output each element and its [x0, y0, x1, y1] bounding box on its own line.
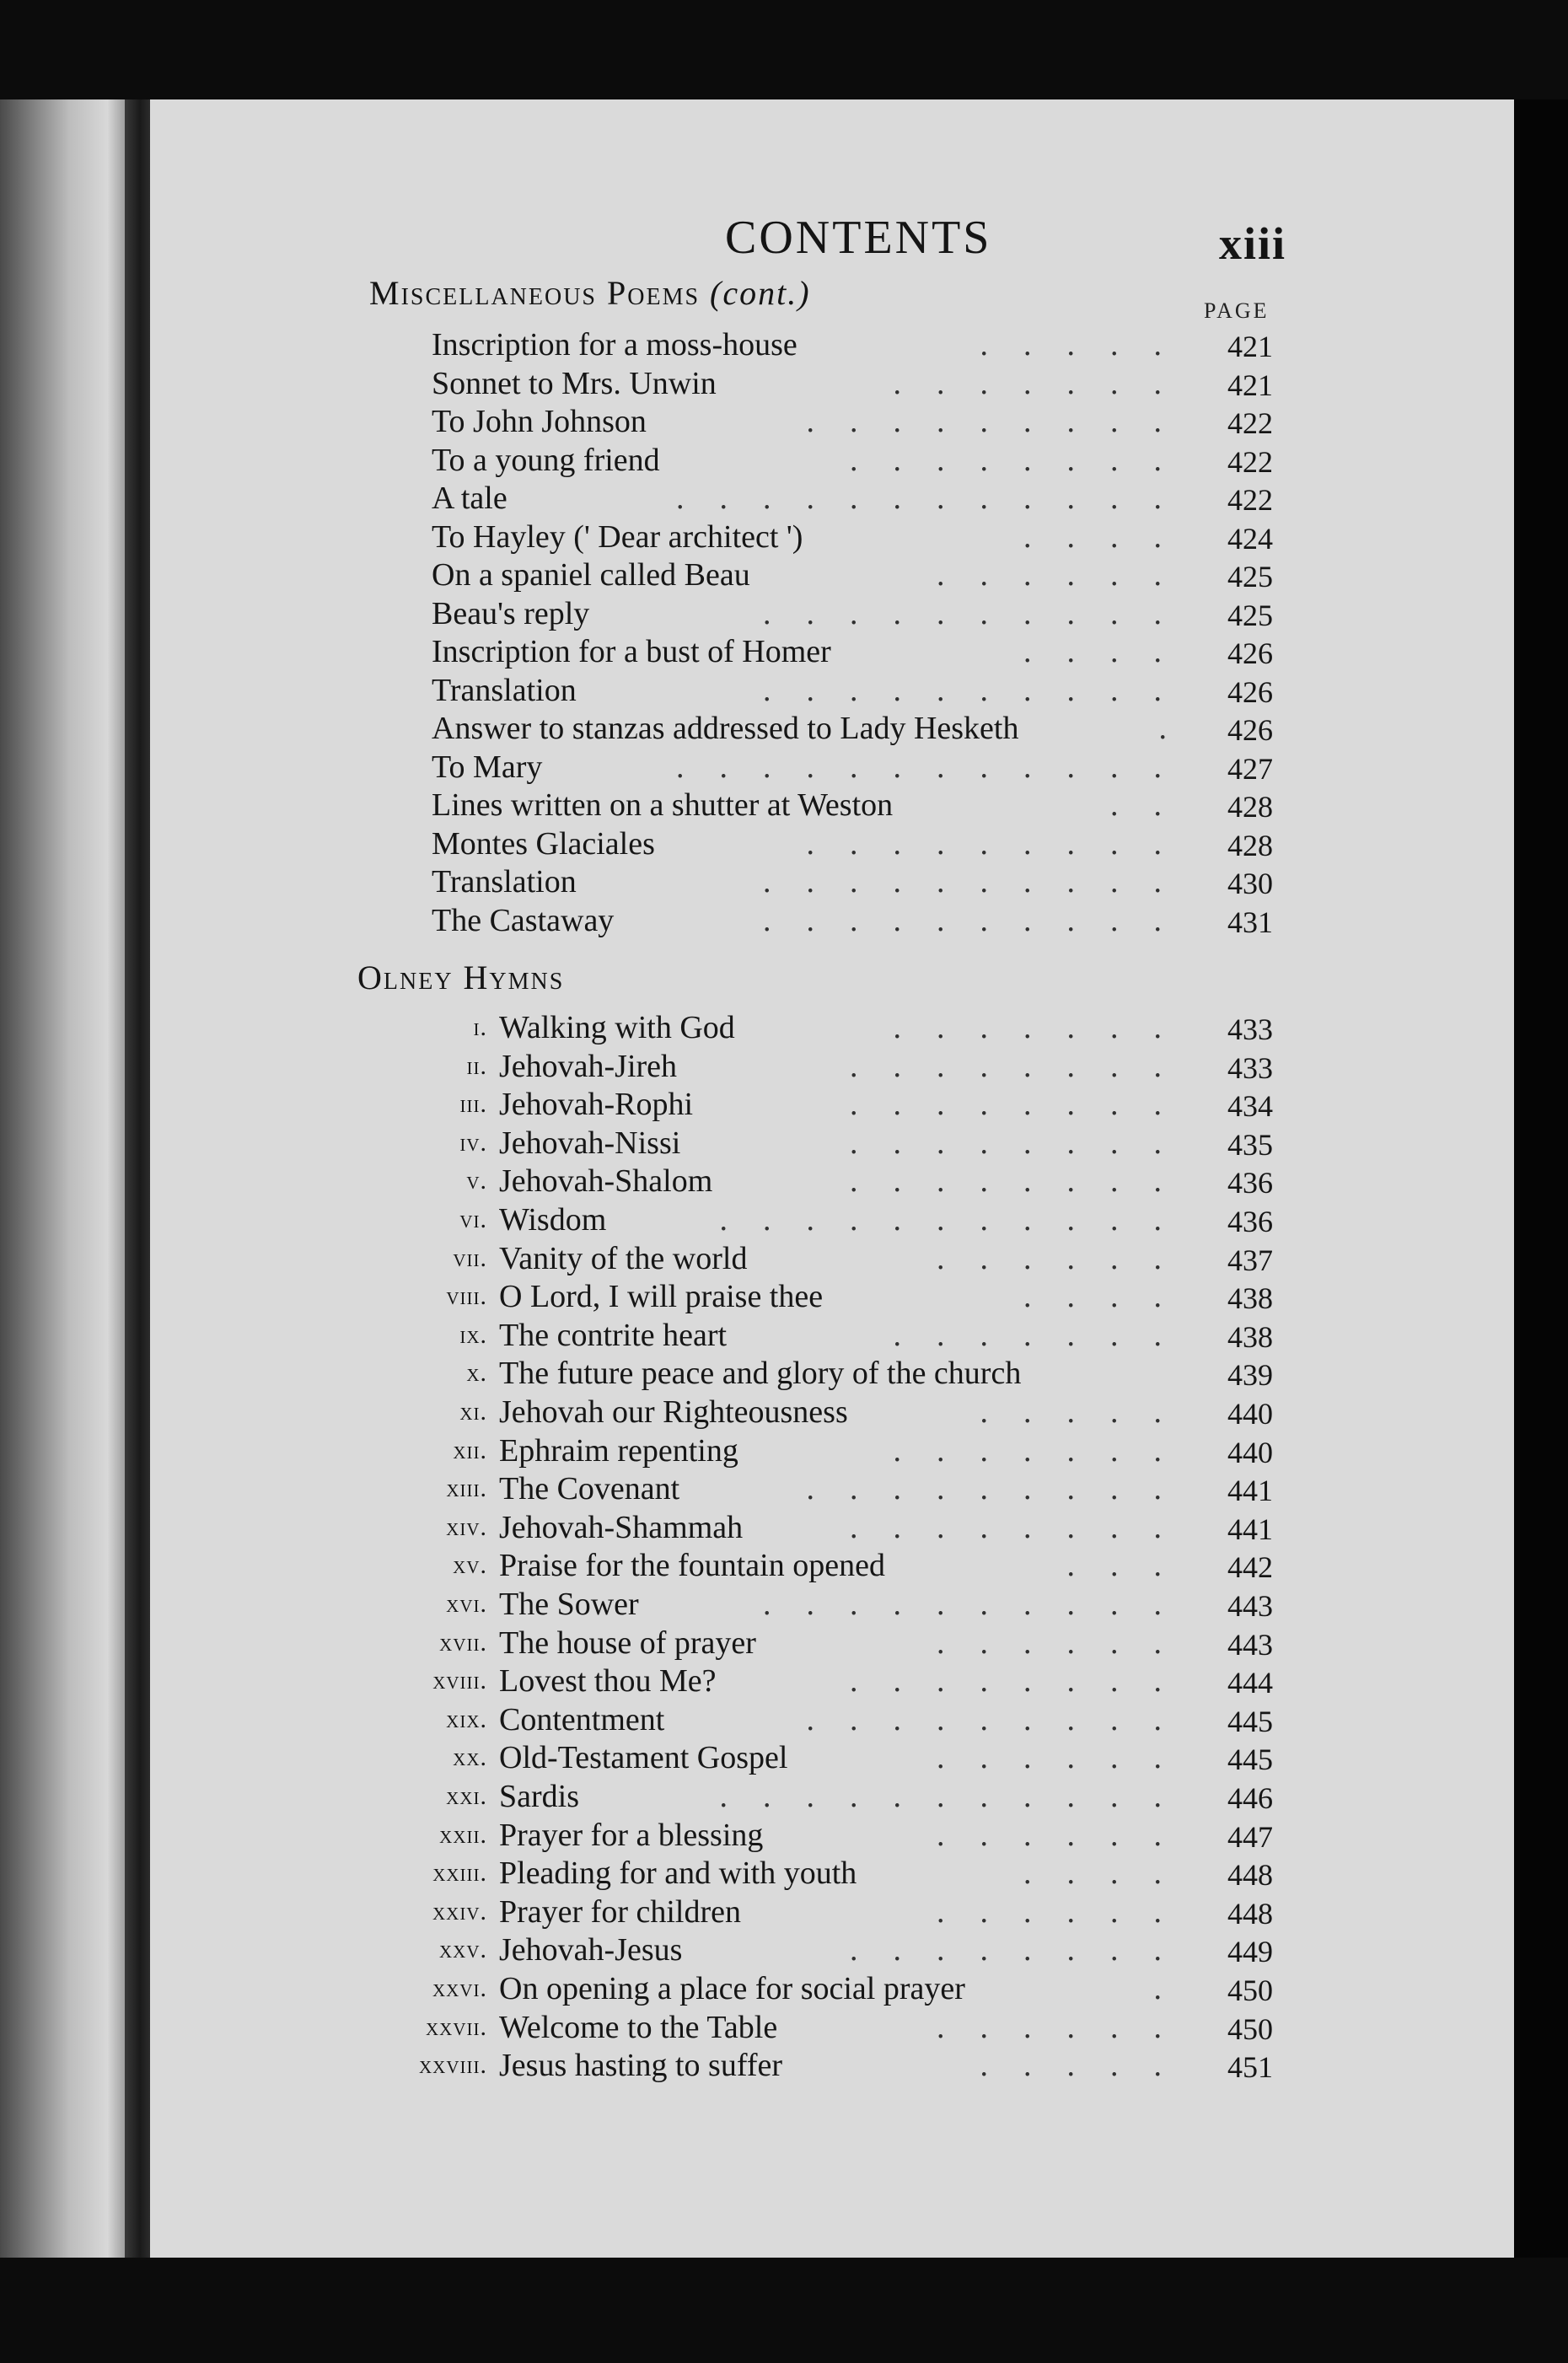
entry-title: Sardis [499, 1779, 579, 1814]
dot-leader: ....... [893, 1432, 1197, 1469]
entry-title: Wisdom [499, 1202, 607, 1238]
hymn-numeral: ix. [459, 1320, 487, 1349]
entry-title: Walking with God [499, 1010, 735, 1045]
entry-page-number: 428 [1227, 828, 1273, 862]
toc-entry [0, 671, 1315, 710]
entry-page-number: 425 [1227, 560, 1273, 593]
dot-leader: .... [1023, 634, 1197, 669]
entry-page-number: 440 [1227, 1397, 1273, 1431]
toc-entry [0, 1893, 1315, 1931]
section-title: Olney Hymns [357, 959, 565, 996]
entry-title: Jehovah-Rophi [499, 1087, 694, 1123]
entry-title: Prayer for a blessing [499, 1817, 764, 1853]
entry-title: Translation [432, 864, 577, 900]
entry-title: Jehovah-Shalom [499, 1163, 713, 1200]
entry-page-number: 445 [1227, 1743, 1273, 1777]
hymn-numeral: xxii. [439, 1820, 487, 1849]
toc-entry [0, 1354, 1315, 1393]
dot-leader: ........ [850, 1087, 1197, 1123]
hymn-numeral: v. [466, 1167, 487, 1195]
entry-page-number: 441 [1227, 1474, 1273, 1508]
dot-leader: ............ [676, 481, 1197, 516]
hymn-numeral: iv. [459, 1128, 487, 1157]
toc-entry [0, 1047, 1315, 1086]
hymn-numeral: xviii. [432, 1667, 487, 1695]
toc-entry [0, 1239, 1315, 1278]
entry-page-number: 438 [1227, 1281, 1273, 1316]
dot-leader: .......... [763, 864, 1197, 900]
entry-title: Jehovah our Righteousness [499, 1394, 848, 1430]
hymn-numeral: xvi. [446, 1590, 487, 1618]
entry-page-number: 441 [1227, 1512, 1273, 1546]
dot-leader: ......... [806, 825, 1197, 862]
toc-entry [0, 1777, 1315, 1816]
toc-entry [0, 1162, 1315, 1200]
entry-title: Inscription for a moss-house [432, 327, 797, 363]
entry-title: The house of prayer [499, 1625, 756, 1661]
hymn-numeral: viii. [446, 1282, 487, 1311]
entry-title: A tale [432, 481, 507, 516]
dot-leader: ..... [980, 2048, 1197, 2084]
entry-title: Beau's reply [432, 595, 590, 631]
dot-leader: .. [1110, 787, 1197, 823]
entry-page-number: 440 [1227, 1435, 1273, 1469]
entry-page-number: 442 [1227, 1550, 1273, 1585]
toc-entry [0, 1085, 1315, 1124]
entry-page-number: 427 [1227, 751, 1273, 786]
entry-page-number: 422 [1227, 483, 1273, 517]
toc-entry [0, 709, 1315, 748]
toc-entry [0, 1585, 1315, 1624]
dot-leader: ...... [937, 1625, 1197, 1661]
entry-page-number: 443 [1227, 1589, 1273, 1623]
toc-entry [0, 364, 1315, 403]
toc-entry [0, 1393, 1315, 1431]
dot-leader: ........ [850, 1663, 1197, 1700]
entry-page-number: 433 [1227, 1012, 1273, 1046]
hymn-numeral: xx. [453, 1743, 487, 1772]
entry-page-number: 443 [1227, 1627, 1273, 1662]
entry-title: Answer to stanzas addressed to Lady Hesketh [432, 711, 1019, 746]
entry-page-number: 445 [1227, 1704, 1273, 1738]
dot-leader: .... [1023, 1279, 1197, 1315]
entry-title: Lines written on a shutter at Weston [432, 787, 894, 823]
entry-title: O Lord, I will praise thee [499, 1279, 824, 1315]
hymn-numeral: xxv. [439, 1936, 487, 1964]
toc-entry [0, 786, 1315, 824]
dot-leader: .... [1023, 518, 1197, 555]
toc-entry [0, 1469, 1315, 1508]
running-head: CONTENTS [725, 212, 992, 264]
dot-leader: ........ [850, 1932, 1197, 1968]
hymn-numeral: i. [473, 1013, 487, 1041]
hymn-numeral: vi. [459, 1206, 487, 1233]
dot-leader: .......... [763, 672, 1197, 708]
entry-title: The Sower [499, 1587, 639, 1622]
dot-leader: .... [1023, 1855, 1197, 1892]
entry-page-number: 435 [1227, 1127, 1273, 1162]
hymn-numeral: xiii. [446, 1474, 487, 1503]
toc-entry [0, 824, 1315, 863]
toc-entry [0, 1200, 1315, 1239]
toc-entry [0, 1431, 1315, 1470]
section-heading-miscellaneous [369, 273, 811, 313]
dot-leader: ....... [893, 1317, 1197, 1353]
entry-page-number: 446 [1227, 1781, 1273, 1815]
dot-leader: ...... [937, 1817, 1197, 1853]
entry-page-number: 433 [1227, 1050, 1273, 1085]
toc-entry [0, 1277, 1315, 1316]
toc-entry [0, 1854, 1315, 1893]
entry-page-number: 426 [1227, 636, 1273, 670]
entry-page-number: 449 [1227, 1935, 1273, 1969]
hymn-numeral: xxviii. [419, 2051, 487, 2080]
entry-page-number: 426 [1227, 713, 1273, 747]
entry-page-number: 451 [1227, 2050, 1273, 2085]
dot-leader: ......... [806, 1701, 1197, 1737]
dot-leader: ......... [806, 1471, 1197, 1507]
entry-title: To Hayley (' Dear architect ') [432, 518, 803, 555]
toc-entry [0, 1738, 1315, 1777]
dot-leader: ... [1066, 1548, 1197, 1584]
toc-entry [0, 1969, 1315, 2008]
hymn-numeral: xvii. [439, 1628, 487, 1657]
toc-entry [0, 2008, 1315, 2047]
toc-entry [0, 325, 1315, 364]
toc-entry [0, 1008, 1315, 1047]
entry-page-number: 439 [1227, 1358, 1273, 1393]
dot-leader: .......... [763, 1587, 1197, 1622]
entry-page-number: 438 [1227, 1319, 1273, 1354]
hymn-numeral: xi. [459, 1398, 487, 1426]
hymn-numeral: xv. [453, 1551, 487, 1580]
entry-title: Old-Testament Gospel [499, 1740, 788, 1776]
toc-entry [0, 441, 1315, 480]
entry-title: Jehovah-Shammah [499, 1509, 744, 1545]
toc-entry [0, 901, 1315, 940]
page-column-label: PAGE [1204, 298, 1270, 323]
entry-page-number: 447 [1227, 1819, 1273, 1854]
dot-leader: ....... [893, 365, 1197, 401]
entry-page-number: 422 [1227, 444, 1273, 479]
toc-entry [0, 1316, 1315, 1355]
entry-title: Sonnet to Mrs. Unwin [432, 365, 717, 401]
entry-page-number: 431 [1227, 905, 1273, 939]
entry-title: To Mary [432, 749, 543, 785]
entry-title: Jesus hasting to suffer [499, 2048, 782, 2084]
entry-title: Praise for the fountain opened [499, 1548, 885, 1584]
entry-title: The contrite heart [499, 1317, 728, 1353]
hymn-numeral: xxiv. [432, 1897, 487, 1925]
dot-leader: . [1153, 1971, 1197, 2006]
dot-leader: ...... [937, 1740, 1197, 1776]
entry-page-number: 421 [1227, 330, 1273, 363]
entry-title: Pleading for and with youth [499, 1855, 857, 1892]
dot-leader: ........ [850, 442, 1197, 478]
entry-page-number: 450 [1227, 2011, 1273, 2046]
dot-leader: .......... [763, 595, 1197, 631]
dot-leader: ...... [937, 1893, 1197, 1930]
entry-page-number: 422 [1227, 406, 1273, 440]
dot-leader: ...... [937, 2009, 1197, 2045]
hymn-numeral: x. [466, 1359, 487, 1388]
toc-entry [0, 1662, 1315, 1700]
entry-page-number: 444 [1227, 1666, 1273, 1700]
entry-page-number: 448 [1227, 1896, 1273, 1931]
toc-entry [0, 518, 1315, 556]
dot-leader: ........ [850, 1125, 1197, 1161]
dot-leader: ......... [806, 404, 1197, 439]
dot-leader: ........... [719, 1202, 1197, 1238]
hymn-numeral: ii. [466, 1051, 487, 1080]
toc-entry [0, 1816, 1315, 1855]
scan-border [1514, 99, 1568, 2258]
entry-page-number: 436 [1227, 1205, 1273, 1238]
section-continued-note: (cont.) [710, 274, 811, 312]
entry-title: Jehovah-Jesus [499, 1932, 683, 1968]
dot-leader: ..... [980, 327, 1197, 363]
entry-title: The Covenant [499, 1471, 680, 1507]
toc-entry [0, 632, 1315, 671]
dot-leader: ........ [850, 1509, 1197, 1545]
entry-title: Lovest thou Me? [499, 1663, 717, 1700]
toc-entry [0, 479, 1315, 518]
entry-title: Contentment [499, 1701, 665, 1737]
entry-page-number: 426 [1227, 674, 1273, 709]
toc-entry [0, 1700, 1315, 1739]
entry-page-number: 424 [1227, 521, 1273, 556]
entry-page-number: 428 [1227, 790, 1273, 824]
dot-leader: ........ [850, 1163, 1197, 1200]
hymn-numeral: xiv. [446, 1512, 487, 1541]
hymn-numeral: iii. [459, 1090, 487, 1119]
entry-title: Prayer for children [499, 1893, 741, 1930]
entry-page-number: 450 [1227, 1974, 1273, 2007]
entry-title: On opening a place for social prayer [499, 1971, 965, 2006]
dot-leader: ..... [980, 1394, 1197, 1430]
entry-page-number: 448 [1227, 1858, 1273, 1893]
dot-leader: ........ [850, 1048, 1197, 1084]
entry-title: Montes Glaciales [432, 825, 655, 862]
entry-title: The future peace and glory of the church [499, 1356, 1022, 1392]
entry-title: Jehovah-Jireh [499, 1048, 678, 1084]
toc-entry [0, 594, 1315, 633]
dot-leader: ...... [937, 1240, 1197, 1276]
entry-page-number: 436 [1227, 1166, 1273, 1200]
entry-page-number: 425 [1227, 598, 1273, 632]
hymn-numeral: xxvi. [432, 1974, 487, 2002]
dot-leader: ...... [937, 557, 1197, 593]
entry-title: Ephraim repenting [499, 1432, 738, 1469]
entry-page-number: 421 [1227, 368, 1273, 402]
toc-entry [0, 1508, 1315, 1547]
entry-title: Welcome to the Table [499, 2009, 778, 2045]
toc-entry [0, 556, 1315, 594]
entry-page-number: 434 [1227, 1089, 1273, 1124]
toc-entry [0, 1931, 1315, 1969]
dot-leader: ....... [893, 1010, 1197, 1045]
hymn-numeral: vii. [453, 1243, 487, 1272]
section-title: Miscellaneous Poems [369, 274, 701, 312]
toc-entry [0, 2046, 1315, 2085]
dot-leader: ........... [719, 1779, 1197, 1814]
entry-page-number: 430 [1227, 867, 1273, 900]
toc-entry [0, 862, 1315, 901]
entry-title: Jehovah-Nissi [499, 1125, 681, 1161]
entry-title: On a spaniel called Beau [432, 557, 750, 593]
entry-title: Translation [432, 672, 577, 708]
hymn-numeral: xix. [446, 1705, 487, 1733]
dot-leader: .......... [763, 902, 1197, 938]
hymn-numeral: xii. [453, 1436, 487, 1464]
toc-entry [0, 1624, 1315, 1662]
entry-title: The Castaway [432, 902, 615, 938]
dot-leader: ............ [676, 749, 1197, 785]
toc-entry [0, 748, 1315, 787]
page-number: xiii [1219, 218, 1287, 269]
entry-title: Inscription for a bust of Homer [432, 634, 831, 669]
entry-title: To John Johnson [432, 404, 647, 439]
entry-title: Vanity of the world [499, 1240, 748, 1276]
toc-entry [0, 1546, 1315, 1585]
hymn-numeral: xxvii. [426, 2012, 487, 2041]
section-heading-olney-hymns [357, 958, 564, 997]
toc-entry [0, 402, 1315, 441]
hymn-numeral: xxi. [446, 1782, 487, 1810]
entry-page-number: 437 [1227, 1243, 1273, 1277]
toc-entry [0, 1124, 1315, 1163]
entry-title: To a young friend [432, 442, 660, 478]
dot-leader: . [1158, 711, 1202, 746]
hymn-numeral: xxiii. [432, 1859, 487, 1888]
